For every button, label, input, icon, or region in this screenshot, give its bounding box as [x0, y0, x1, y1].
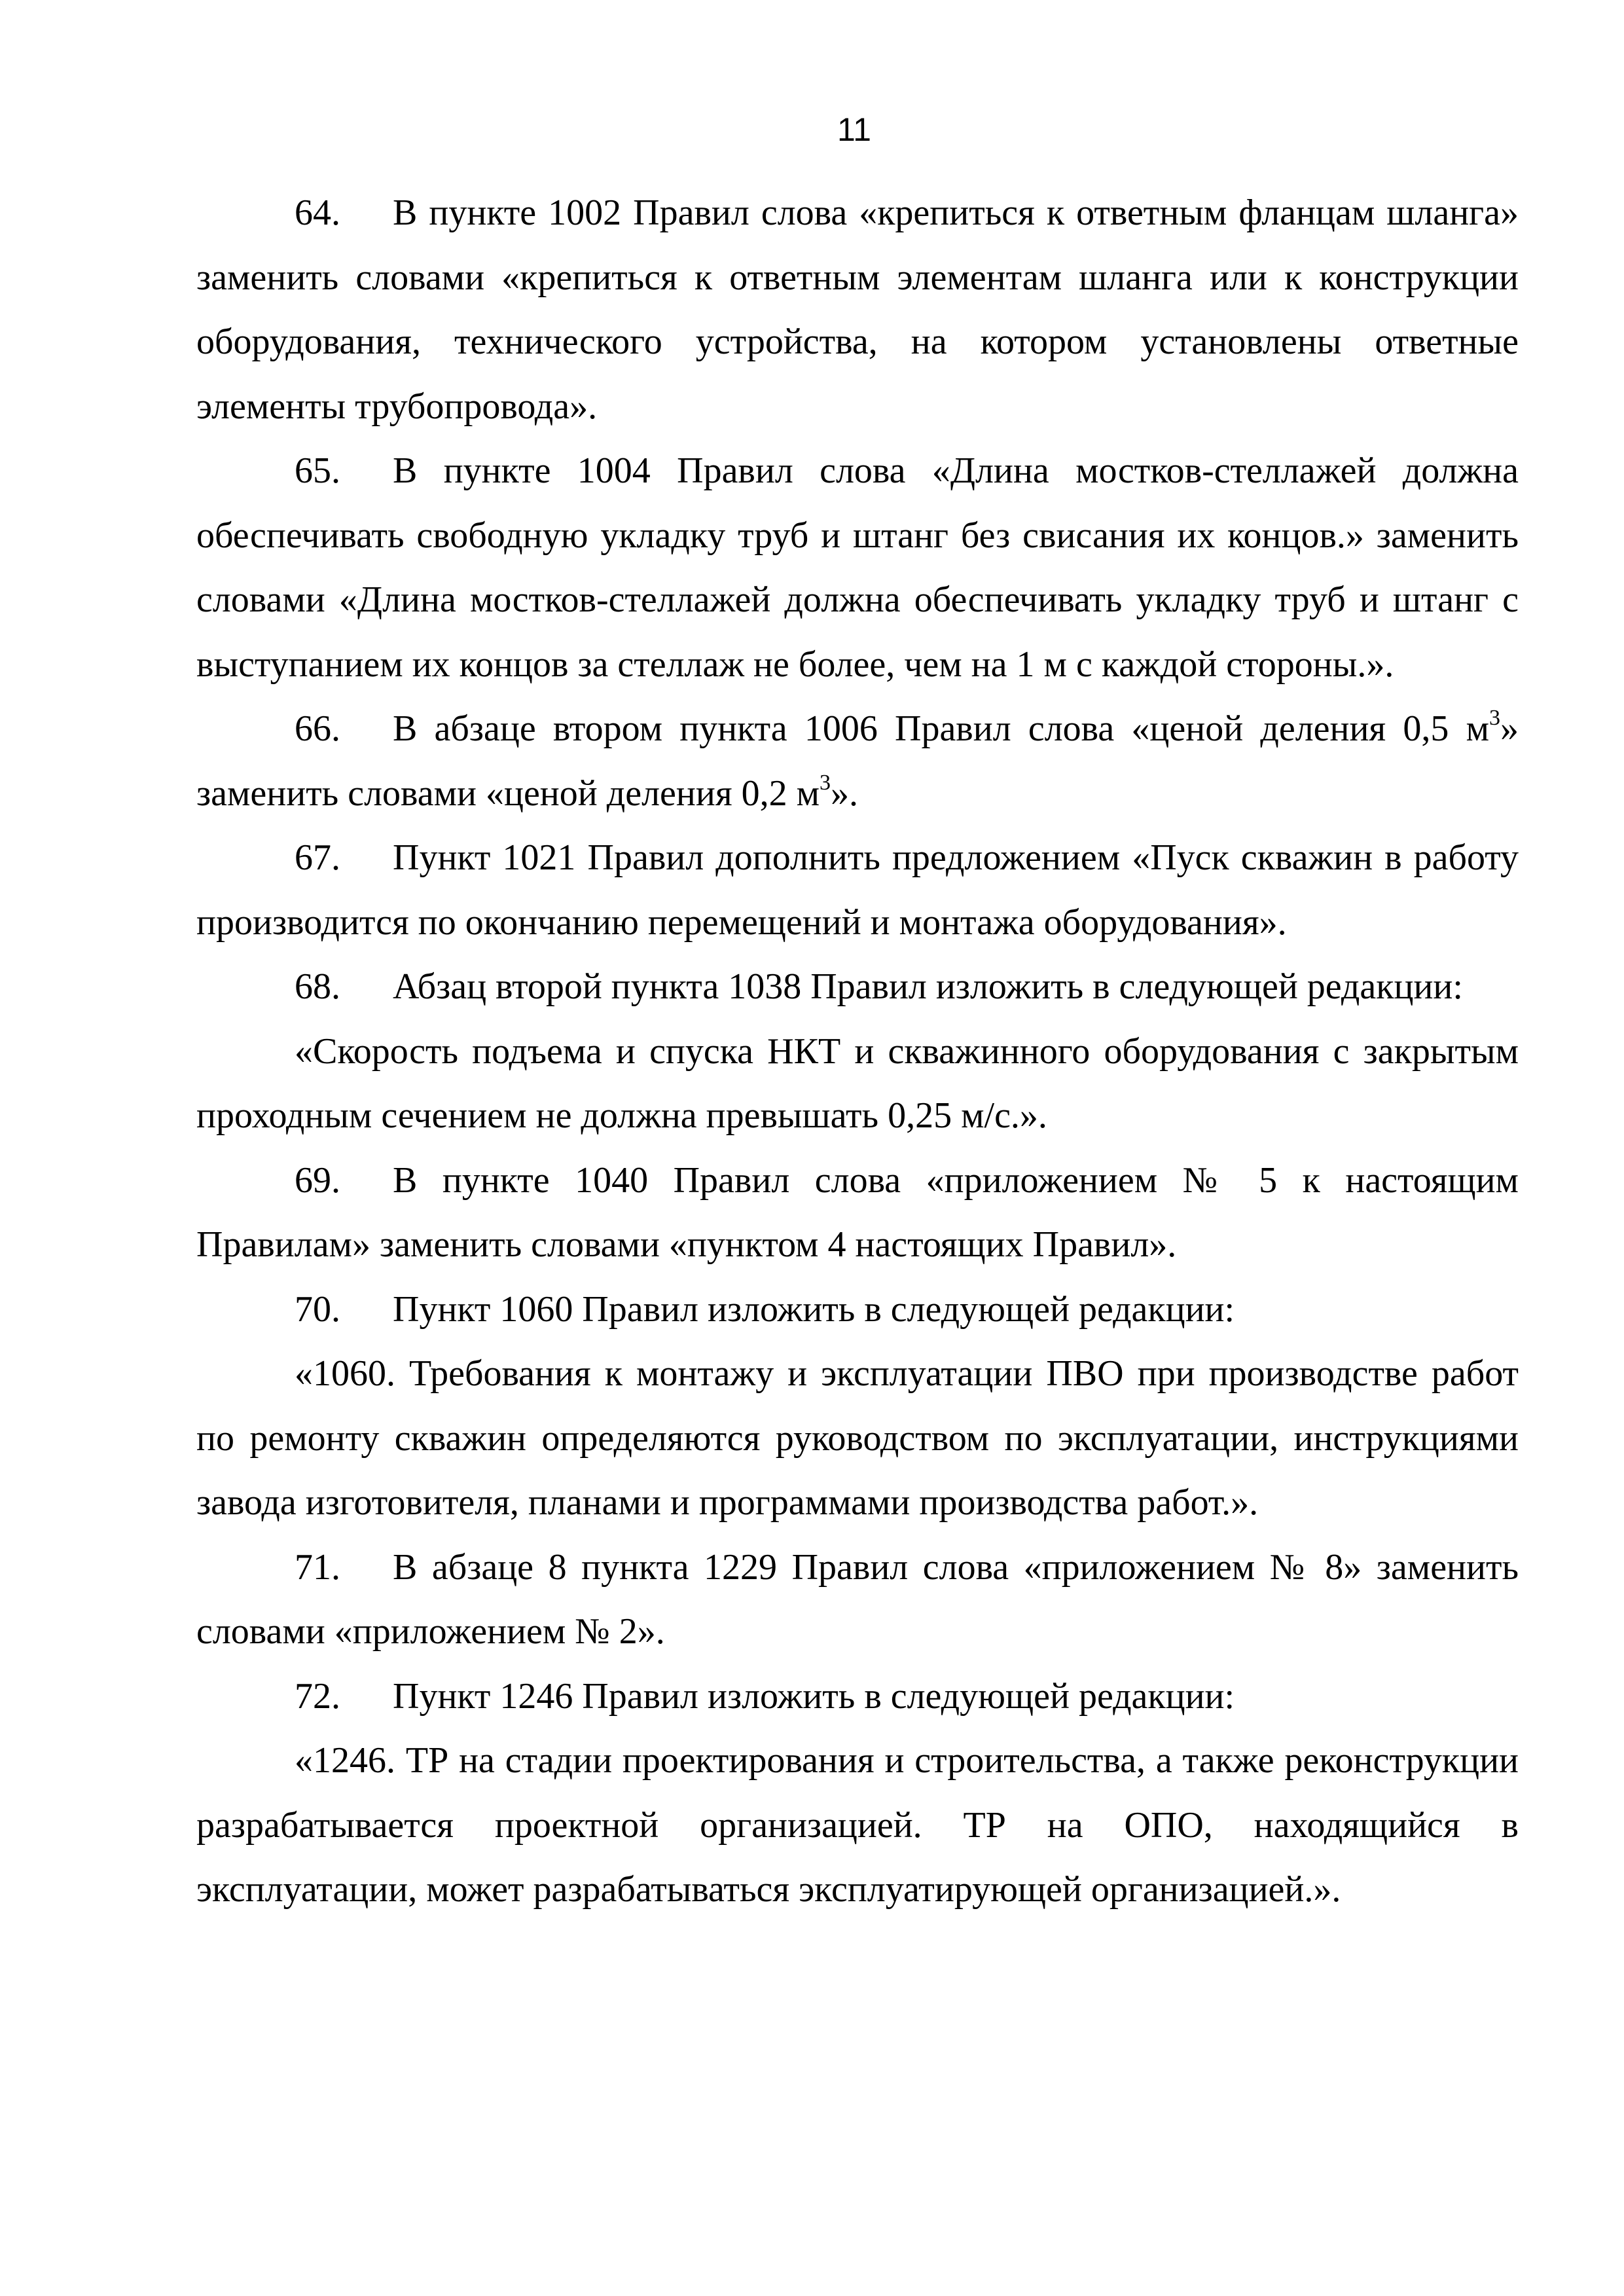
item-69: [196, 1148, 1519, 1277]
item-number: 67.: [295, 837, 340, 878]
document-body: [196, 181, 1519, 1922]
item-text: Пункт 1246 Правил изложить в следующей редакции:: [393, 1675, 1235, 1717]
superscript: 3: [820, 770, 831, 795]
item-66: [196, 697, 1519, 826]
item-64: [196, 181, 1519, 439]
item-70: [196, 1277, 1519, 1342]
item-text-part: » заменить словами «ценой деления 0,2 м: [196, 708, 1519, 814]
item-number: 71.: [295, 1546, 340, 1588]
item-72-quote: «1246. ТР на стадии проектирования и строительства, а также реконструкции разрабатывается проектной организацией. ТР на ОПО, находящийся в эксплуатации, может разрабатываться эксплуатирующей организацией.».: [196, 1740, 1519, 1910]
item-68-quote: «Скорость подъема и спуска НКТ и скважинного оборудования с закрытым проходным сечением не должна превышать 0,25 м/с.».: [196, 1030, 1519, 1136]
item-text-part: ».: [831, 773, 859, 814]
item-number: 66.: [295, 708, 340, 749]
item-number: 65.: [295, 450, 340, 491]
item-text: Пункт 1021 Правил дополнить предложением «Пуск скважин в работу производится по окончанию перемещений и монтажа оборудования».: [196, 837, 1519, 943]
item-number: 68.: [295, 966, 340, 1007]
item-text: В абзаце 8 пункта 1229 Правил слова «приложением № 8» заменить словами «приложением № 2».: [196, 1546, 1519, 1652]
item-text: В пункте 1004 Правил слова «Длина мостков-стеллажей должна обеспечивать свободную укладку труб и штанг без свисания их концов.» заменить словами «Длина мостков-стеллажей должна обеспечивать укладку труб и штанг с выступанием их концов за стеллаж не более, чем на 1 м с каждой стороны.».: [196, 450, 1519, 685]
item-number: 64.: [295, 192, 340, 233]
item-text: В пункте 1040 Правил слова «приложением № 5 к настоящим Правилам» заменить словами «пунктом 4 настоящих Правил».: [196, 1159, 1519, 1265]
item-71: [196, 1535, 1519, 1664]
item-text: Пункт 1060 Правил изложить в следующей редакции:: [393, 1288, 1235, 1330]
item-72: [196, 1664, 1519, 1729]
page-number: 11: [837, 111, 871, 148]
item-number: 69.: [295, 1159, 340, 1201]
item-text: В пункте 1002 Правил слова «крепиться к ответным фланцам шланга» заменить словами «крепиться к ответным элементам шланга или к конструкции оборудования, технического устройства, на котором установлены ответные элементы трубопровода».: [196, 192, 1519, 427]
item-text-part: В абзаце втором пункта 1006 Правил слова «ценой деления 0,5 м: [393, 708, 1489, 749]
item-number: 70.: [295, 1288, 340, 1330]
item-text: Абзац второй пункта 1038 Правил изложить в следующей редакции:: [393, 966, 1463, 1007]
item-65: [196, 439, 1519, 697]
item-68: [196, 955, 1519, 1019]
superscript: 3: [1489, 706, 1500, 730]
item-number: 72.: [295, 1675, 340, 1717]
item-70-quote: «1060. Требования к монтажу и эксплуатации ПВО при производстве работ по ремонту скважин определяются руководством по эксплуатации, инструкциями завода изготовителя, планами и программами производства работ.».: [196, 1353, 1519, 1523]
item-67: [196, 826, 1519, 955]
